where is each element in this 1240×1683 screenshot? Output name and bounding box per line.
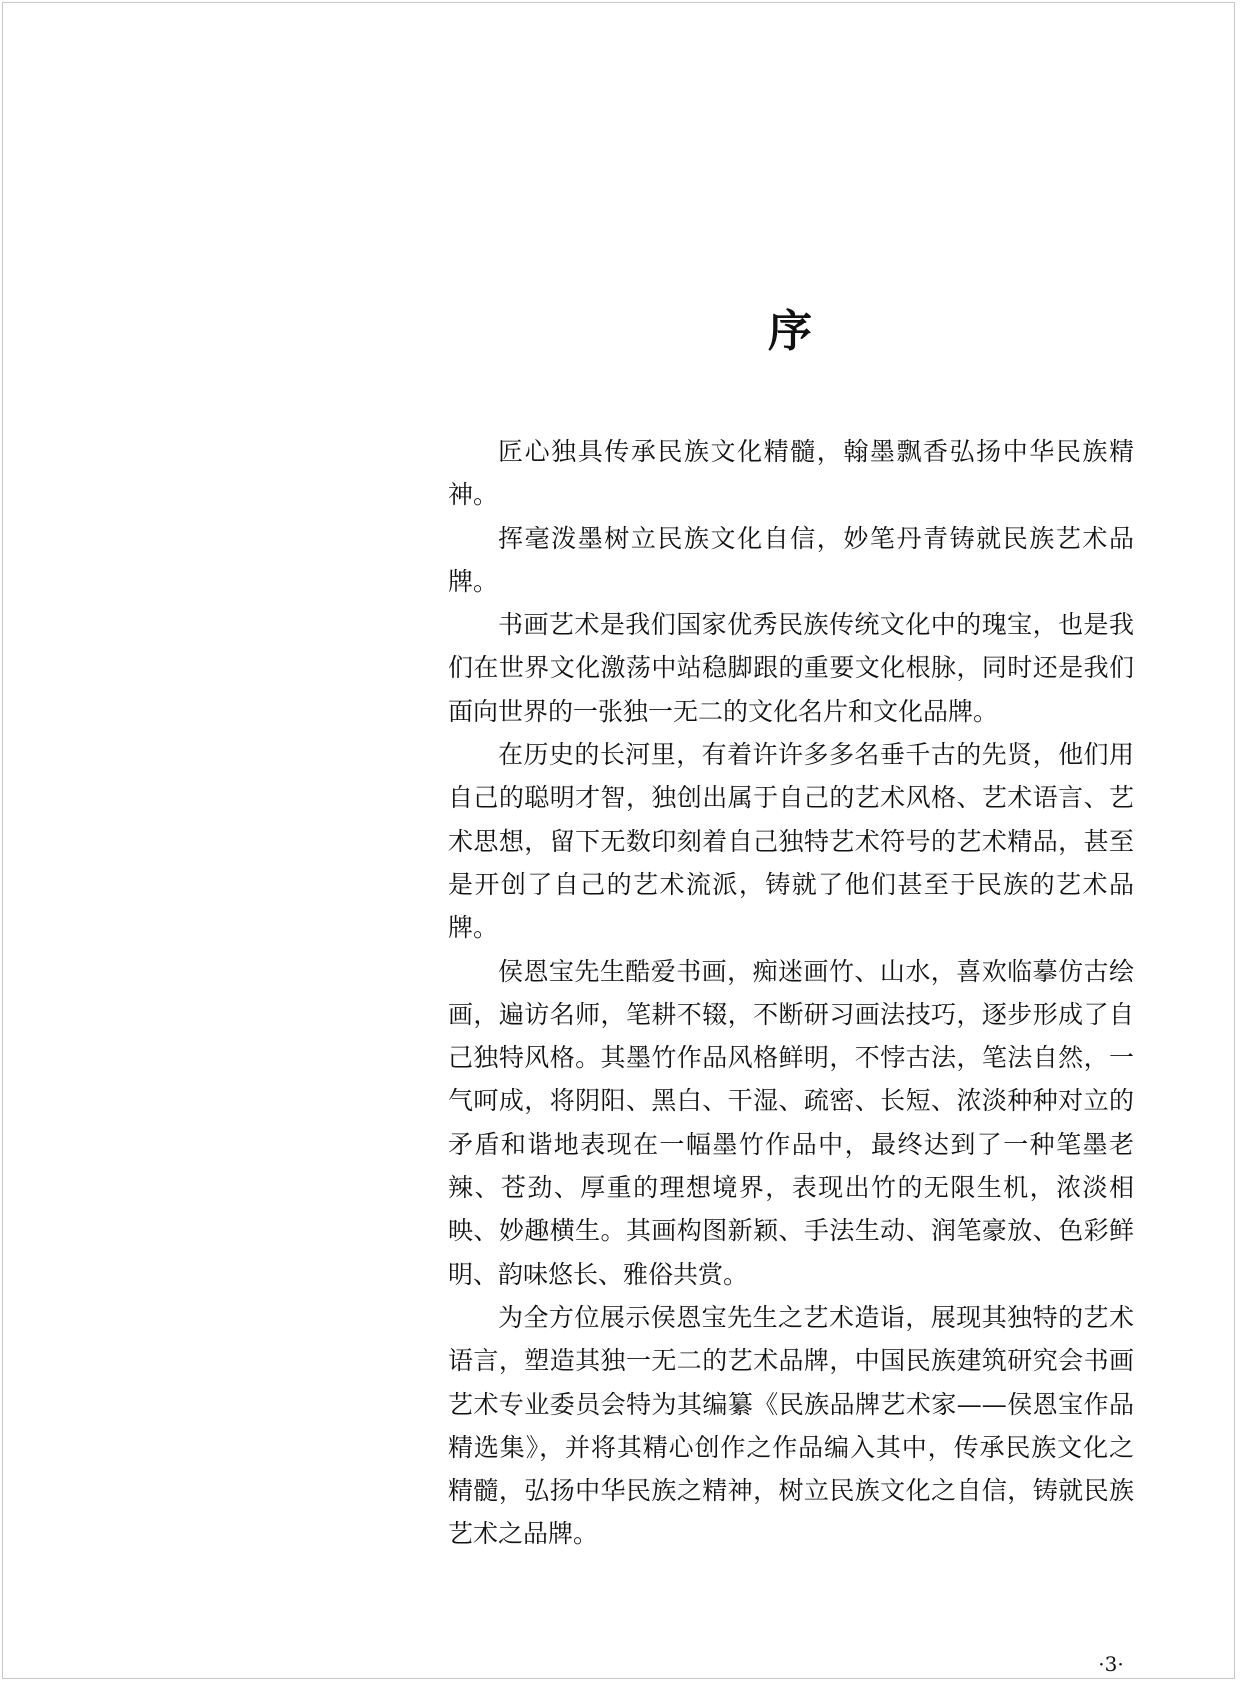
paragraph-1: 匠心独具传承民族文化精髓，翰墨飘香弘扬中华民族精神。 bbox=[448, 437, 1134, 510]
paragraph-2: 挥毫泼墨树立民族文化自信，妙笔丹青铸就民族艺术品牌。 bbox=[448, 523, 1134, 596]
paragraph-4: 在历史的长河里，有着许许多多名垂千古的先贤，他们用自己的聪明才智，独创出属于自己的艺术风格、艺术语言、艺术思想，留下无数印刻着自己独特艺术符号的艺术精品，甚至是开创了自己的艺术流派，铸就了他们甚至于民族的艺术品牌。 bbox=[448, 740, 1134, 943]
page-title: 序 bbox=[768, 306, 812, 357]
preface-body bbox=[448, 430, 1134, 1556]
paragraph-3: 书画艺术是我们国家优秀民族传统文化中的瑰宝，也是我们在世界文化激荡中站稳脚跟的重要文化根脉，同时还是我们面向世界的一张独一无二的文化名片和文化品牌。 bbox=[448, 610, 1134, 726]
paragraph-6: 为全方位展示侯恩宝先生之艺术造诣，展现其独特的艺术语言，塑造其独一无二的艺术品牌，中国民族建筑研究会书画艺术专业委员会特为其编纂《民族品牌艺术家——侯恩宝作品精选集》，并将其精心创作之作品编入其中，传承民族文化之精髓，弘扬中华民族之精神，树立民族文化之自信，铸就民族艺术之品牌。 bbox=[448, 1302, 1134, 1549]
page-number: ·3· bbox=[1098, 1652, 1124, 1676]
paragraph-5: 侯恩宝先生酷爱书画，痴迷画竹、山水，喜欢临摹仿古绘画，遍访名师，笔耕不辍，不断研习画法技巧，逐步形成了自己独特风格。其墨竹作品风格鲜明，不悖古法，笔法自然，一气呵成，将阴阳、黑白、干湿、疏密、长短、浓淡种种对立的矛盾和谐地表现在一幅墨竹作品中，最终达到了一种笔墨老辣、苍劲、厚重的理想境界，表现出竹的无限生机，浓淡相映、妙趣横生。其画构图新颖、手法生动、润笔豪放、色彩鲜明、韵味悠长、雅俗共赏。 bbox=[448, 956, 1134, 1289]
